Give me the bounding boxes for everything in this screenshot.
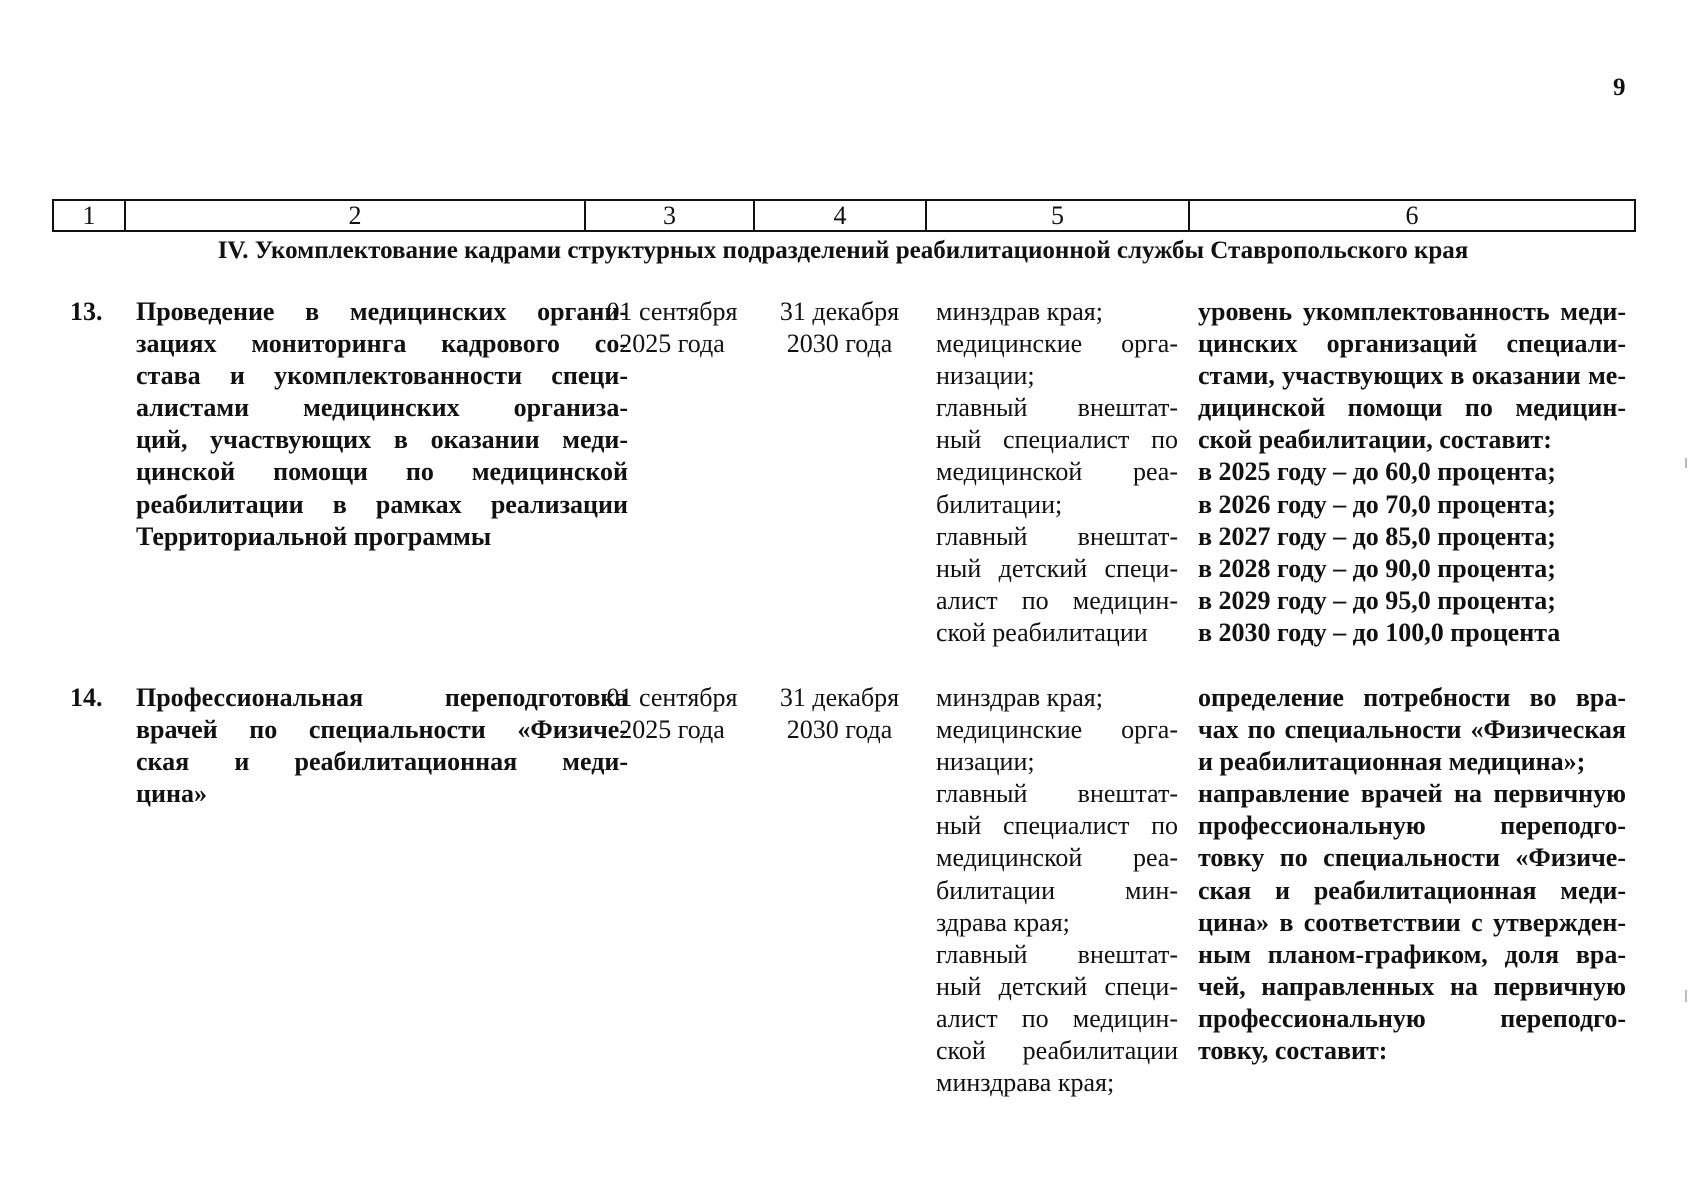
text-line: билитации; xyxy=(936,489,1063,519)
column-number-2: 2 xyxy=(125,200,585,231)
expected-result xyxy=(1198,682,1626,1067)
executors xyxy=(936,296,1178,649)
column-number-5: 5 xyxy=(926,200,1189,231)
text-line: 2025 года xyxy=(619,329,725,359)
text-line: Территориальной программы xyxy=(136,521,492,551)
text-line: ным планом-графиком, доля вра- xyxy=(1198,939,1626,969)
text-line: Профессиональная переподготовка xyxy=(136,683,628,712)
text-line: в 2025 году – до 60,0 процента; xyxy=(1198,457,1556,487)
text-line: дицинской помощи по медицин- xyxy=(1198,393,1626,423)
text-line: алист по медицин- xyxy=(936,1003,1178,1033)
text-line: профессиональную переподго- xyxy=(1198,1003,1626,1033)
text-line: цинской помощи по медицинской xyxy=(136,457,628,487)
section-title: IV. Укомплектование кадрами структурных подразделений реабилитационной службы Ставропольского края xyxy=(217,237,1469,264)
text-line: Проведение в медицинских органи- xyxy=(136,297,628,326)
text-line: и реабилитационная медицина»; xyxy=(1198,747,1586,777)
text-line: медицинской реа- xyxy=(936,843,1178,873)
text-line: 2025 года xyxy=(619,715,725,745)
text-line: зациях мониторинга кадрового со- xyxy=(136,329,628,359)
text-line: в 2028 году – до 90,0 процента; xyxy=(1198,553,1556,583)
start-date xyxy=(588,296,756,360)
page-number: 9 xyxy=(1613,74,1626,101)
text-line: низации; xyxy=(936,361,1035,391)
text-line: ный специалист по xyxy=(936,425,1178,455)
text-line: 2030 года xyxy=(786,715,893,745)
text-line: ций, участвующих в оказании меди- xyxy=(136,425,628,455)
text-line: цинских организаций специали- xyxy=(1198,329,1626,359)
text-line: става и укомплектованности специ- xyxy=(136,361,628,391)
text-line: 31 декабря xyxy=(779,297,900,326)
text-line: 2030 года xyxy=(786,329,893,359)
text-line: главный внештат- xyxy=(936,393,1178,423)
text-line: медицинские орга- xyxy=(936,329,1178,359)
text-line: медицинской реа- xyxy=(936,457,1178,487)
text-line: 01 сентября xyxy=(606,297,738,326)
text-line: чах по специальности «Физическая xyxy=(1198,715,1626,745)
text-line: здрава края; xyxy=(936,907,1070,937)
column-number-header xyxy=(52,199,1636,232)
text-line: медицинские орга- xyxy=(936,715,1178,745)
text-line: ская и реабилитационная меди- xyxy=(136,747,628,777)
text-line: в 2030 году – до 100,0 процента xyxy=(1198,617,1561,647)
text-line: главный внештат- xyxy=(936,939,1178,969)
scan-margin-mark xyxy=(1685,990,1687,1002)
text-line: ской реабилитации xyxy=(936,1036,1178,1066)
text-line: уровень укомплектованность меди- xyxy=(1198,297,1626,326)
text-line: ный специалист по xyxy=(936,811,1178,841)
end-date xyxy=(757,296,922,360)
text-line: ный детский специ- xyxy=(936,971,1178,1001)
text-line: 01 сентября xyxy=(606,683,738,712)
scan-margin-mark xyxy=(1685,458,1687,468)
column-number-6: 6 xyxy=(1189,200,1635,231)
text-line: в 2027 году – до 85,0 процента; xyxy=(1198,521,1556,551)
expected-result xyxy=(1198,296,1626,649)
text-line: определение потребности во вра- xyxy=(1198,683,1626,712)
text-line: главный внештат- xyxy=(936,521,1178,551)
column-number-1: 1 xyxy=(53,200,125,231)
text-line: минздрава края; xyxy=(936,1068,1115,1098)
text-line: ный детский специ- xyxy=(936,553,1178,583)
text-line: низации; xyxy=(936,747,1035,777)
text-line: в 2026 году – до 70,0 процента; xyxy=(1198,489,1556,519)
text-line: реабилитации в рамках реализации xyxy=(136,489,628,519)
text-line: 31 декабря xyxy=(779,683,900,712)
column-number-4: 4 xyxy=(754,200,926,231)
text-line: цина» xyxy=(136,779,207,809)
text-line: профессиональную переподго- xyxy=(1198,811,1626,841)
text-line: врачей по специальности «Физиче- xyxy=(136,715,628,745)
text-line: алист по медицин- xyxy=(936,585,1178,615)
text-line: главный внештат- xyxy=(936,779,1178,809)
row-number: 13. xyxy=(70,297,103,326)
start-date xyxy=(588,682,756,746)
row-number: 14. xyxy=(70,683,103,712)
text-line: в 2029 году – до 95,0 процента; xyxy=(1198,585,1556,615)
text-line: минздрав края; xyxy=(936,297,1103,326)
text-line: цина» в соответствии с утвержден- xyxy=(1198,907,1626,937)
text-line: товку по специальности «Физиче- xyxy=(1198,843,1626,873)
text-line: ской реабилитации xyxy=(936,617,1148,647)
measure-name xyxy=(136,682,628,810)
text-line: ская и реабилитационная меди- xyxy=(1198,875,1626,905)
text-line: алистами медицинских организа- xyxy=(136,393,628,423)
text-line: направление врачей на первичную xyxy=(1198,779,1626,809)
text-line: минздрав края; xyxy=(936,683,1103,712)
text-line: билитации мин- xyxy=(936,875,1178,905)
measure-name xyxy=(136,296,628,553)
text-line: чей, направленных на первичную xyxy=(1198,971,1626,1001)
executors xyxy=(936,682,1178,1099)
end-date xyxy=(757,682,922,746)
text-line: стами, участвующих в оказании ме- xyxy=(1198,361,1626,391)
text-line: товку, составит: xyxy=(1198,1036,1388,1066)
text-line: ской реабилитации, составит: xyxy=(1198,425,1552,455)
column-number-3: 3 xyxy=(585,200,754,231)
